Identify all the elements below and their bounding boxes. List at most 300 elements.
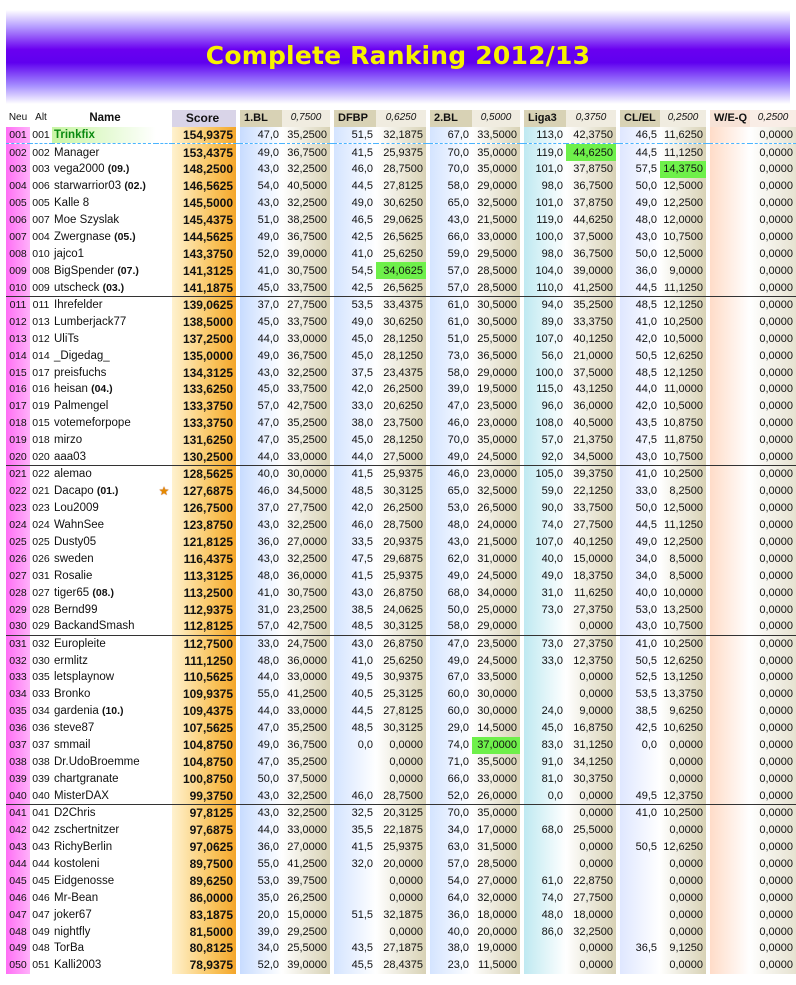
player-name[interactable]: MisterDAX: [54, 789, 109, 802]
player-name[interactable]: RichyBerlin: [54, 840, 113, 853]
points-cell: 53,5: [334, 296, 376, 313]
rank-old: 005: [32, 197, 50, 210]
player-name-cell[interactable]: [52, 737, 156, 754]
points-cell: 48,5: [334, 720, 376, 737]
points-cell: [620, 754, 660, 771]
value-cell: 26,5625: [376, 229, 426, 246]
points-cell: 41,0: [334, 652, 376, 669]
value-cell: 0,0000: [750, 889, 796, 906]
player-name-cell[interactable]: [52, 517, 156, 534]
rank-new: 023: [6, 500, 30, 517]
player-name-cell[interactable]: [52, 567, 156, 584]
value-cell: 10,2500: [660, 805, 706, 822]
player-name-cell[interactable]: [52, 466, 156, 483]
rank-new: 034: [6, 686, 30, 703]
player-name[interactable]: kostoleni: [54, 857, 100, 870]
player-name-cell[interactable]: [52, 398, 156, 415]
header-score[interactable]: Score: [172, 110, 236, 127]
value-cell: 40,5000: [282, 178, 330, 195]
header-alt[interactable]: Alt: [35, 112, 47, 124]
value-cell: 0,0000: [750, 618, 796, 635]
rank-new: 019: [6, 432, 30, 449]
points-cell: [710, 262, 750, 279]
player-name-cell[interactable]: [52, 550, 156, 567]
value-cell: 10,2500: [660, 313, 706, 330]
player-name[interactable]: joker67: [54, 908, 92, 921]
rank-new: 013: [6, 330, 30, 347]
value-cell: 33,7500: [282, 381, 330, 398]
value-cell: 29,6875: [376, 550, 426, 567]
points-cell: 42,0: [334, 381, 376, 398]
rank-old: 041: [30, 805, 52, 822]
player-name-cell[interactable]: [52, 178, 156, 195]
table-row: [6, 313, 796, 330]
table-row: [6, 584, 796, 601]
table-row: [6, 483, 796, 500]
table-row: [6, 398, 796, 415]
points-cell: 44,5: [334, 703, 376, 720]
value-cell: 39,0000: [566, 262, 616, 279]
star-cell: [156, 601, 172, 618]
rank-old: 025: [32, 535, 50, 548]
points-cell: 43,5: [620, 415, 660, 432]
points-cell: 41,0: [620, 805, 660, 822]
player-name[interactable]: votemeforpope: [54, 417, 131, 430]
value-cell: 32,2500: [566, 923, 616, 940]
value-cell: 40,1250: [566, 330, 616, 347]
player-name-cell[interactable]: [52, 127, 156, 144]
score-value: 104,8750: [172, 754, 236, 771]
player-name-cell[interactable]: [52, 821, 156, 838]
points-cell: [710, 703, 750, 720]
player-prev-rank: (05.): [114, 231, 136, 244]
player-prev-rank: (09.): [107, 163, 130, 176]
value-cell: 0,0000: [750, 669, 796, 686]
points-cell: 59,0: [430, 246, 472, 263]
table-row: [6, 347, 796, 364]
score-value: 145,5000: [172, 195, 236, 212]
player-name[interactable]: Zwergnase: [54, 231, 111, 244]
player-name[interactable]: gardenia: [54, 705, 99, 718]
header-factor-2bl: 0,5000: [472, 110, 520, 127]
rank-new: 011: [6, 296, 30, 313]
player-name-cell[interactable]: [52, 855, 156, 872]
value-cell: 21,0000: [566, 347, 616, 364]
points-cell: 48,5: [620, 364, 660, 381]
player-name[interactable]: heisan: [54, 383, 88, 396]
player-name-cell[interactable]: [52, 279, 156, 296]
player-name[interactable]: Bernd99: [54, 603, 98, 616]
player-name[interactable]: Kalli2003: [54, 959, 102, 972]
player-name-cell[interactable]: [52, 449, 156, 466]
points-cell: 70,0: [430, 432, 472, 449]
player-name-cell[interactable]: [52, 364, 156, 381]
value-cell: 0,0000: [750, 821, 796, 838]
player-name-cell[interactable]: [52, 889, 156, 906]
player-name-cell[interactable]: [52, 584, 156, 601]
points-cell: 50,0: [620, 246, 660, 263]
points-cell: 61,0: [524, 872, 566, 889]
player-name[interactable]: Lumberjack77: [54, 315, 127, 328]
value-cell: 10,7500: [660, 229, 706, 246]
header-cat-1bl[interactable]: 1.BL: [240, 110, 282, 127]
player-name-cell[interactable]: [52, 347, 156, 364]
player-name[interactable]: Ihrefelder: [54, 299, 103, 312]
value-cell: 39,0000: [282, 246, 330, 263]
points-cell: 40,0: [240, 466, 282, 483]
player-name[interactable]: starwarrior03: [54, 180, 122, 193]
points-cell: 48,0: [620, 212, 660, 229]
points-cell: 33,0: [240, 635, 282, 652]
points-cell: 52,0: [430, 788, 472, 805]
player-name[interactable]: smmail: [54, 739, 91, 752]
rank-old: 010: [32, 247, 50, 260]
player-name-cell[interactable]: [52, 229, 156, 246]
star-cell: [156, 500, 172, 517]
player-name[interactable]: ermlitz: [54, 654, 88, 667]
player-name-cell[interactable]: [52, 703, 156, 720]
value-cell: 37,5000: [282, 771, 330, 788]
header-cat-liga3[interactable]: Liga3: [524, 110, 566, 127]
player-name-cell[interactable]: [52, 771, 156, 788]
points-cell: 51,0: [430, 330, 472, 347]
score-value: 123,8750: [172, 517, 236, 534]
rank-old: 023: [32, 502, 50, 515]
value-cell: 34,5000: [282, 483, 330, 500]
rank-new: 007: [6, 229, 30, 246]
rank-old: 031: [32, 569, 50, 582]
value-cell: 28,4375: [376, 957, 426, 974]
value-cell: 0,0000: [660, 737, 706, 754]
value-cell: 32,2500: [282, 517, 330, 534]
player-name[interactable]: BackandSmash: [54, 620, 135, 633]
player-name-cell[interactable]: [52, 957, 156, 974]
player-name-cell[interactable]: [52, 262, 156, 279]
player-name-cell[interactable]: [52, 686, 156, 703]
points-cell: [334, 923, 376, 940]
player-name-cell[interactable]: [52, 483, 156, 500]
player-name-cell[interactable]: [52, 144, 156, 161]
star-cell: [156, 534, 172, 551]
value-cell: 42,3750: [566, 127, 616, 144]
points-cell: 47,0: [430, 635, 472, 652]
points-cell: 43,0: [240, 550, 282, 567]
player-name-cell[interactable]: [52, 246, 156, 263]
player-name-cell[interactable]: [52, 906, 156, 923]
player-name[interactable]: Mr-Bean: [54, 891, 99, 904]
header-star-spacer: [156, 110, 172, 127]
player-name[interactable]: Dusty05: [54, 535, 97, 548]
points-cell: 51,0: [240, 212, 282, 229]
value-cell: 36,0000: [282, 652, 330, 669]
points-cell: 45,0: [524, 720, 566, 737]
points-cell: [710, 279, 750, 296]
rank-old: 024: [32, 519, 50, 532]
value-cell: 37,5000: [566, 364, 616, 381]
star-cell: [156, 296, 172, 313]
value-cell: 27,5000: [376, 449, 426, 466]
points-cell: 33,0: [524, 652, 566, 669]
rank-new: 028: [6, 584, 30, 601]
table-row: [6, 500, 796, 517]
player-name-cell[interactable]: [52, 415, 156, 432]
player-name-cell[interactable]: [52, 618, 156, 635]
player-name[interactable]: Dacapo: [54, 485, 94, 498]
value-cell: 34,5000: [566, 449, 616, 466]
rank-old: 003: [32, 163, 50, 176]
player-name[interactable]: zschertnitzer: [54, 823, 120, 836]
value-cell: 0,0000: [566, 669, 616, 686]
value-cell: 35,5000: [472, 754, 520, 771]
star-cell: [156, 449, 172, 466]
rank-old: 014: [32, 349, 50, 362]
value-cell: 37,8750: [566, 161, 616, 178]
points-cell: 45,0: [334, 432, 376, 449]
header-name[interactable]: Name: [89, 112, 121, 125]
player-name[interactable]: sweden: [54, 552, 94, 565]
player-name[interactable]: alemao: [54, 468, 92, 481]
value-cell: 24,5000: [472, 449, 520, 466]
player-name[interactable]: letsplaynow: [54, 671, 115, 684]
points-cell: 41,0: [620, 313, 660, 330]
points-cell: 0,0: [524, 788, 566, 805]
value-cell: 33,0000: [472, 771, 520, 788]
player-name[interactable]: Eidgenosse: [54, 874, 115, 887]
player-name-cell[interactable]: [52, 381, 156, 398]
points-cell: 49,0: [430, 449, 472, 466]
player-name-cell[interactable]: [52, 652, 156, 669]
player-name[interactable]: BigSpender: [54, 264, 115, 277]
player-name[interactable]: Dr.UdoBroemme: [54, 756, 140, 769]
score-value: 112,8125: [172, 618, 236, 635]
player-name-cell[interactable]: [52, 838, 156, 855]
points-cell: 86,0: [524, 923, 566, 940]
value-cell: 0,0000: [376, 923, 426, 940]
score-value: 104,8750: [172, 737, 236, 754]
points-cell: 68,0: [430, 584, 472, 601]
value-cell: 25,9375: [376, 466, 426, 483]
star-cell: [156, 550, 172, 567]
points-cell: 40,0: [620, 584, 660, 601]
points-cell: 66,0: [430, 771, 472, 788]
points-cell: 41,5: [334, 144, 376, 161]
value-cell: 35,0000: [472, 161, 520, 178]
player-name[interactable]: steve87: [54, 722, 95, 735]
player-name[interactable]: Rosalie: [54, 569, 93, 582]
player-name[interactable]: D2Chris: [54, 807, 96, 820]
table-row: [6, 618, 796, 635]
points-cell: 98,0: [524, 178, 566, 195]
value-cell: 25,5000: [282, 940, 330, 957]
header-cat-clel[interactable]: CL/EL: [620, 110, 660, 127]
points-cell: 50,5: [620, 347, 660, 364]
player-name[interactable]: mirzo: [54, 434, 83, 447]
value-cell: 11,0000: [660, 381, 706, 398]
player-name[interactable]: nightfly: [54, 925, 91, 938]
rank-old: 011: [30, 296, 52, 313]
player-name[interactable]: WahnSee: [54, 519, 105, 532]
points-cell: 73,0: [524, 601, 566, 618]
value-cell: 33,3750: [566, 313, 616, 330]
value-cell: 13,2500: [660, 601, 706, 618]
score-value: 81,5000: [172, 923, 236, 940]
player-name-cell[interactable]: [52, 212, 156, 229]
value-cell: 0,0000: [750, 567, 796, 584]
points-cell: 41,5: [334, 567, 376, 584]
value-cell: 36,7500: [282, 229, 330, 246]
points-cell: 43,0: [240, 805, 282, 822]
value-cell: 0,0000: [750, 635, 796, 652]
value-cell: 12,1250: [660, 364, 706, 381]
star-cell: [156, 567, 172, 584]
value-cell: 31,5000: [472, 838, 520, 855]
value-cell: 39,7500: [282, 872, 330, 889]
rank-old: 030: [32, 654, 50, 667]
player-name-cell[interactable]: [52, 534, 156, 551]
points-cell: [710, 347, 750, 364]
points-cell: [620, 923, 660, 940]
player-name[interactable]: UliTs: [54, 332, 79, 345]
player-name[interactable]: TorBa: [54, 942, 85, 955]
value-cell: 33,0000: [282, 449, 330, 466]
value-cell: 0,0000: [750, 703, 796, 720]
points-cell: 46,5: [620, 127, 660, 144]
star-cell: [156, 737, 172, 754]
player-name[interactable]: Kalle 8: [54, 197, 90, 210]
points-cell: 36,0: [240, 838, 282, 855]
value-cell: 0,0000: [566, 805, 616, 822]
star-cell: [156, 415, 172, 432]
player-name-cell[interactable]: [52, 805, 156, 822]
value-cell: 11,1250: [660, 144, 706, 161]
table-row: [6, 330, 796, 347]
player-name-cell[interactable]: [52, 432, 156, 449]
player-name[interactable]: vega2000: [54, 163, 105, 176]
header-neu[interactable]: Neu: [8, 112, 28, 124]
value-cell: 20,3125: [376, 805, 426, 822]
table-row: [6, 550, 796, 567]
player-name[interactable]: aaa03: [54, 450, 86, 463]
value-cell: 30,3125: [376, 720, 426, 737]
value-cell: 12,6250: [660, 838, 706, 855]
player-name[interactable]: Europleite: [54, 637, 106, 650]
header-cat-dfbp[interactable]: DFBP: [334, 110, 376, 127]
player-name-cell[interactable]: [52, 330, 156, 347]
header-factor-dfbp: 0,6250: [376, 110, 426, 127]
player-name-cell[interactable]: [52, 161, 156, 178]
table-row: [6, 872, 796, 889]
score-value: 126,7500: [172, 500, 236, 517]
points-cell: 57,0: [430, 279, 472, 296]
value-cell: 32,0000: [472, 889, 520, 906]
player-name-cell[interactable]: [52, 601, 156, 618]
value-cell: 44,6250: [566, 212, 616, 229]
player-name[interactable]: tiger65: [54, 586, 90, 599]
star-cell: [156, 720, 172, 737]
value-cell: 33,0000: [282, 330, 330, 347]
player-name-cell[interactable]: [52, 313, 156, 330]
rank-old: 015: [32, 417, 50, 430]
points-cell: 49,5: [620, 788, 660, 805]
score-value: 111,1250: [172, 652, 236, 669]
player-name-cell[interactable]: [52, 923, 156, 940]
value-cell: 12,6250: [660, 652, 706, 669]
star-cell: [156, 212, 172, 229]
value-cell: 9,1250: [660, 940, 706, 957]
table-row: [6, 212, 796, 229]
player-name-cell[interactable]: [52, 500, 156, 517]
player-name-cell[interactable]: [52, 788, 156, 805]
points-cell: [620, 889, 660, 906]
player-name[interactable]: Palmengel: [54, 400, 109, 413]
points-cell: 110,0: [524, 279, 566, 296]
player-name-cell[interactable]: [52, 669, 156, 686]
player-name[interactable]: jajco1: [54, 247, 85, 260]
rank-new: 010: [6, 279, 30, 296]
rank-new: 048: [6, 923, 30, 940]
player-name[interactable]: _Digedag_: [54, 349, 110, 362]
header-cat-weq[interactable]: W/E-Q: [710, 110, 750, 127]
header-cat-2bl[interactable]: 2.BL: [430, 110, 472, 127]
player-name-cell[interactable]: [52, 940, 156, 957]
points-cell: [710, 313, 750, 330]
player-name-cell[interactable]: [52, 720, 156, 737]
points-cell: [710, 686, 750, 703]
points-cell: [524, 805, 566, 822]
value-cell: 0,0000: [660, 906, 706, 923]
points-cell: 43,0: [620, 449, 660, 466]
value-cell: 28,1250: [376, 347, 426, 364]
rank-old: 017: [32, 366, 50, 379]
value-cell: 36,7500: [282, 347, 330, 364]
value-cell: 25,5000: [566, 821, 616, 838]
points-cell: 33,5: [334, 534, 376, 551]
value-cell: 32,5000: [472, 483, 520, 500]
player-name[interactable]: Lou2009: [54, 502, 99, 515]
player-name-cell[interactable]: [52, 296, 156, 313]
player-name[interactable]: Trinkfix: [54, 129, 95, 142]
player-name[interactable]: preisfuchs: [54, 366, 107, 379]
rank-new: 042: [6, 821, 30, 838]
rank-old: 047: [32, 908, 50, 921]
points-cell: 47,0: [240, 127, 282, 144]
points-cell: 74,0: [524, 889, 566, 906]
player-name[interactable]: Moe Szyslak: [54, 214, 120, 227]
player-name[interactable]: Manager: [54, 146, 100, 159]
rank-new: 006: [6, 212, 30, 229]
value-cell: 26,2500: [282, 889, 330, 906]
player-name-cell[interactable]: [52, 872, 156, 889]
value-cell: 0,0000: [750, 466, 796, 483]
player-name-cell[interactable]: [52, 635, 156, 652]
points-cell: 50,0: [620, 178, 660, 195]
points-cell: [710, 534, 750, 551]
player-name[interactable]: utscheck: [54, 281, 100, 294]
player-name[interactable]: Bronko: [54, 688, 91, 701]
player-name[interactable]: chartgranate: [54, 773, 119, 786]
table-row: [6, 127, 796, 144]
value-cell: 10,7500: [660, 618, 706, 635]
points-cell: [710, 652, 750, 669]
value-cell: 18,0000: [566, 906, 616, 923]
value-cell: 24,5000: [472, 567, 520, 584]
player-name-cell[interactable]: [52, 754, 156, 771]
player-name-cell[interactable]: [52, 195, 156, 212]
points-cell: [710, 669, 750, 686]
value-cell: 36,7500: [566, 178, 616, 195]
value-cell: 28,5000: [472, 262, 520, 279]
rank-new: 029: [6, 601, 30, 618]
